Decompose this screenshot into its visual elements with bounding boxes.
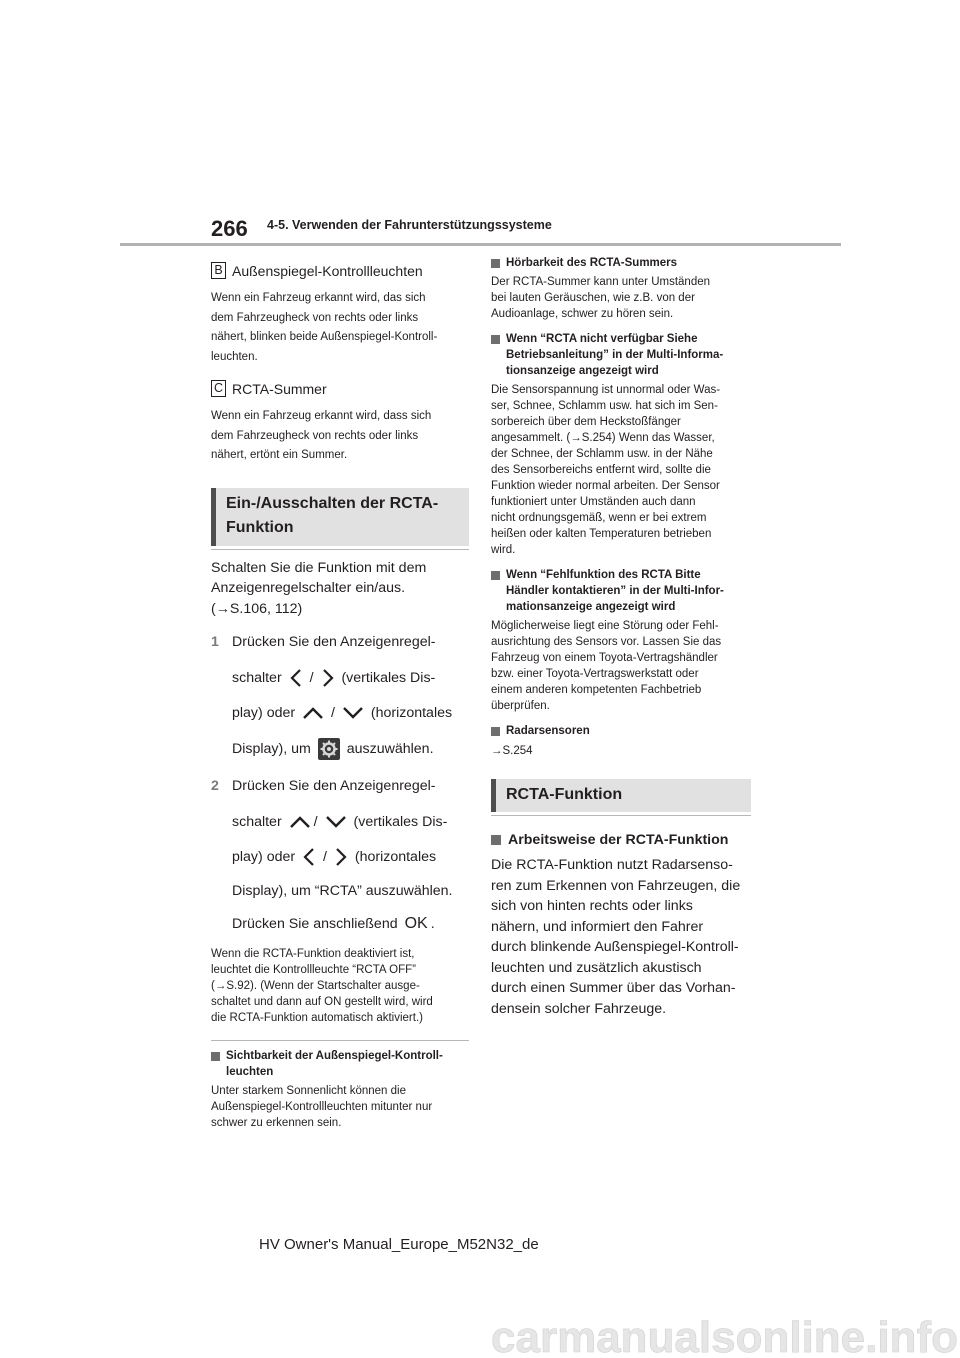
chevron-left-icon (302, 847, 316, 867)
callout-b-text (211, 289, 469, 367)
text-line: ausrichtung des Sensors vor. Lassen Sie das (491, 636, 722, 648)
text-line: funktioniert unter Umständen auch dann (491, 496, 696, 508)
note-title: Wenn “RCTA nicht verfügbar Siehe Betriebsanleitung” in der Multi-Informa- tionsanzeige angezeigt wird (491, 331, 751, 379)
note-unavailable (491, 331, 751, 558)
step-1 (211, 625, 469, 767)
text-line: der Schnee, der Schlamm usw. in der Nähe (491, 448, 713, 460)
text-line: Unter starkem Sonnenlicht können die (211, 1085, 406, 1097)
text-line: (→S.106, 112) (211, 600, 303, 617)
chevron-up-icon (302, 706, 324, 720)
text-line: überprüfen. (491, 700, 550, 712)
text-line: Funktion wieder normal arbeiten. Der Sensor (491, 480, 720, 492)
text-line: angesammelt. (→S.254) Wenn das Wasser, (491, 432, 715, 444)
section-heading-rcta: RCTA-Funktion (491, 779, 751, 812)
square-bullet-icon (491, 259, 500, 268)
text-line: Wenn ein Fahrzeug erkannt wird, das sich (211, 292, 426, 304)
note-radar (491, 723, 751, 759)
text-line: Der RCTA-Summer kann unter Umständen (491, 276, 710, 288)
text-line: (→S.92). (Wenn der Startschalter ausge- (211, 980, 420, 992)
note-malfunction (491, 567, 751, 714)
text-line: Wenn ein Fahrzeug erkannt wird, dass sich (211, 410, 432, 422)
text-line: bei lauten Geräuschen, wie z.B. von der (491, 292, 695, 304)
step-line: play) oder / (horizontales (232, 705, 453, 721)
text-line: densein solcher Fahrzeuge. (491, 1000, 667, 1017)
deactivation-note (211, 946, 469, 1026)
square-bullet-icon (491, 727, 500, 736)
text-line: Anzeigenregelschalter ein/aus. (211, 580, 406, 596)
heading-line: Ein-/Ausschalten der RCTA- (226, 494, 439, 512)
text-line: Die Sensorspannung ist unnormal oder Was- (491, 384, 721, 396)
square-bullet-icon (491, 571, 500, 580)
text-line: ren zum Erkennen von Fahrzeugen, die (491, 877, 741, 894)
text-line: nicht ordnungsgemäß, wenn er bei extrem (491, 512, 707, 524)
step-line: Drücken Sie anschließend OK . (232, 914, 435, 932)
text-line: ser, Schnee, Schlamm usw. hat sich im Sen- (491, 400, 718, 412)
note-visibility (211, 1048, 469, 1131)
header-rule (120, 243, 841, 246)
note-title: Sichtbarkeit der Außenspiegel-Kontroll- leuchten (211, 1048, 469, 1080)
text-line: Schalten Sie die Funktion mit dem (211, 559, 427, 576)
step-2 (211, 769, 469, 942)
left-column (211, 262, 469, 1131)
subsection-title: Arbeitsweise der RCTA-Funktion (491, 830, 751, 850)
section-heading-toggle (211, 488, 469, 546)
divider (211, 1040, 469, 1041)
chevron-right-icon (334, 847, 348, 867)
square-bullet-icon (491, 835, 501, 845)
note-title: Wenn “Fehlfunktion des RCTA Bitte Händler kontaktieren” in der Multi-Infor- mationsanzeige angezeigt wird (491, 567, 751, 615)
text-line: nähern, und informiert den Fahrer (491, 918, 704, 935)
subsection-operation (491, 830, 751, 1019)
callout-c-marker: C (211, 380, 226, 397)
callout-c-title: RCTA-Summer (232, 380, 327, 397)
step-line: Display), um auszuwählen. (232, 732, 452, 768)
step-line: play) oder / (horizontales (232, 840, 453, 876)
chevron-down-icon (325, 815, 347, 829)
callout-c-text (211, 407, 469, 466)
callout-b-marker: B (211, 262, 226, 279)
text-line: dem Fahrzeugheck von rechts oder links (211, 311, 419, 324)
text-line: wird. (491, 544, 516, 556)
step-number: 2 (211, 778, 219, 794)
text-line: heißen oder kalten Temperaturen betrieben (491, 528, 712, 540)
chevron-down-icon (342, 706, 364, 720)
callout-c-heading (211, 380, 469, 397)
note-buzzer (491, 255, 751, 322)
heading-line: Funktion (226, 518, 294, 536)
text-line: leuchten. (211, 350, 258, 363)
text-line: durch einen Summer über das Vorhan- (491, 980, 736, 996)
chevron-up-icon (289, 815, 311, 829)
right-column (491, 255, 751, 1019)
text-line: Wenn die RCTA-Funktion deaktiviert ist, (211, 948, 415, 960)
chevron-right-icon (321, 668, 335, 688)
note-title: Hörbarkeit des RCTA-Summers (491, 255, 751, 271)
text-line: schaltet und dann auf ON gestellt wird, wird (211, 996, 433, 1008)
text-line: bzw. einer Toyota-Vertragswerkstatt oder (491, 668, 699, 680)
heading-underline (211, 549, 469, 550)
text-line: Außenspiegel-Kontrollleuchten mitunter nur (211, 1101, 433, 1113)
text-line: Möglicherweise liegt eine Störung oder Fehl- (491, 620, 719, 632)
chevron-left-icon (289, 668, 303, 688)
page-number: 266 (211, 216, 248, 241)
heading-underline (491, 815, 751, 816)
text-line: schwer zu erkennen sein. (211, 1117, 342, 1129)
text-line: Fahrzeug von einem Toyota-Vertragshändler (491, 652, 718, 664)
watermark-logo (0, 1306, 960, 1358)
square-bullet-icon (211, 1052, 220, 1061)
page-reference-link[interactable]: →S.254 (491, 745, 533, 757)
step-line: Drücken Sie den Anzeigenregel- (232, 778, 436, 794)
callout-b-heading (211, 262, 469, 279)
text-line: nähert, blinken beide Außenspiegel-Kontroll- (211, 331, 438, 343)
text-line: des Sensorbereichs entfernt wird, sollte die (491, 464, 711, 476)
callout-b-title: Außenspiegel-Kontrollleuchten (232, 262, 423, 279)
step-line: schalter / (vertikales Dis- (232, 813, 448, 830)
square-bullet-icon (491, 335, 500, 344)
text-line: die RCTA-Funktion automatisch aktiviert.) (211, 1012, 423, 1024)
step-line: Drücken Sie den Anzeigenregel- (232, 634, 436, 650)
section-title: 4-5. Verwenden der Fahrunterstützungssysteme (267, 218, 552, 232)
text-line: einem anderen kompetenten Fachbetrieb (491, 684, 702, 696)
step-line: schalter / (vertikales Dis- (232, 661, 452, 697)
text-line: Die RCTA-Funktion nutzt Radarsenso- (491, 857, 733, 873)
text-line: durch blinkende Außenspiegel-Kontroll- (491, 939, 739, 955)
intro-text (211, 558, 469, 620)
text-line: leuchtet die Kontrollleuchte “RCTA OFF” (211, 964, 416, 976)
settings-gear-icon (318, 738, 340, 760)
text-line: dem Fahrzeugheck von rechts oder links (211, 429, 419, 442)
text-line: leuchten und zusätzlich akustisch (491, 959, 702, 976)
note-title: Radarsensoren (491, 723, 751, 739)
text-line: nähert, ertönt ein Summer. (211, 449, 348, 461)
svg-text:carmanualsonline.info: carmanualsonline.info (491, 1313, 958, 1358)
step-line: Display), um “RCTA” auszuwählen. (232, 882, 453, 899)
text-line: sorbereich über dem Heckstoßfänger (491, 416, 681, 428)
text-line: Audioanlage, schwer zu hören sein. (491, 308, 674, 320)
ok-button-icon: OK (404, 914, 428, 932)
text-line: sich von hinten rechts oder links (491, 898, 693, 914)
footer-text: HV Owner's Manual_Europe_M52N32_de (259, 1236, 539, 1253)
step-number: 1 (211, 634, 219, 650)
